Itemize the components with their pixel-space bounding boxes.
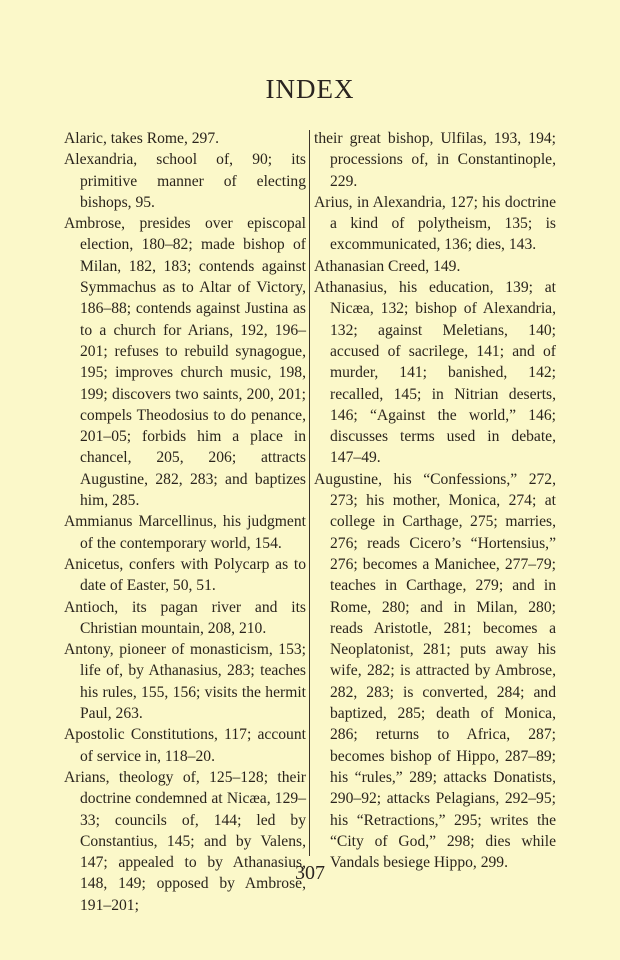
index-entry: Anicetus, confers with Polycarp as to date of Easter, 50, 51.	[64, 555, 306, 595]
index-entry: Apostolic Constitutions, 117; account of service in, 118–20.	[64, 726, 306, 765]
column-divider	[309, 130, 310, 856]
index-entry: Alaric, takes Rome, 297.	[64, 130, 220, 147]
page-title: INDEX	[265, 74, 355, 104]
index-entry: Antony, pioneer of monasticism, 153; life of, by Athanasius, 283; teaches his rules, 155, 156; visits the hermit Paul, 263.	[64, 641, 306, 723]
index-column-left	[64, 128, 306, 916]
index-entry: Alexandria, school of, 90; its primitive manner of electing bishops, 95.	[64, 151, 306, 211]
index-entry: Antioch, its pagan river and its Christian mountain, 208, 210.	[64, 598, 306, 637]
index-column-right	[314, 128, 556, 873]
index-entry: Ambrose, presides over episcopal election, 180–82; made bishop of Milan, 182, 183; contends against Symmachus as to Altar of Victory, 186–88; contends against Justina as to a church for Arians, 192, 196–201; refuses to rebuild synagogue, 195; improves church music, 198, 199; discovers two saints, 200, 201; compels Theodosius to do penance, 201–05; forbids him a place in chancel, 205, 206; attracts Augustine, 282, 283; and baptizes him, 285.	[64, 215, 306, 510]
index-entry: Ammianus Marcellinus, his judgment of the contemporary world, 154.	[64, 513, 306, 552]
index-entry: their great bishop, Ulfilas, 193, 194; processions of, in Constantinople, 229.	[314, 130, 556, 190]
index-entry: Arians, theology of, 125–128; their doctrine condemned at Nicæa, 129–33; councils of, 144; led by Constantius, 145; and by Valens, 147; appealed to by Athanasius, 148, 149; opposed by Ambrose, 191–201;	[64, 768, 306, 914]
page-number: 307	[295, 862, 325, 884]
index-entry: Arius, in Alexandria, 127; his doctrine a kind of polytheism, 135; is excommunicated, 136; dies, 143.	[314, 193, 556, 254]
index-entry: Athanasius, his education, 139; at Nicæa, 132; bishop of Alexandria, 132; against Meletians, 140; accused of sacrilege, 141; and of murder, 141; banished, 142; recalled, 145; in Nitrian deserts, 146; “Against the world,” 146; discusses terms used in debate, 147–49.	[314, 279, 556, 467]
index-entry: Athanasian Creed, 149.	[314, 257, 461, 275]
index-entry: Augustine, his “Confessions,” 272, 273; his mother, Monica, 274; at college in Carthage, 275; marries, 276; reads Cicero’s “Hortensius,” 276; becomes a Manichee, 277–79; teaches in Carthage, 279; and in Rome, 280; and in Milan, 280; reads Aristotle, 281; becomes a Neoplatonist, 281; puts away his wife, 282; is attracted by Ambrose, 282, 283; is converted, 284; and baptized, 285; death of Monica, 286; returns to Africa, 287; becomes bishop of Hippo, 287–89; his “rules,” 289; attacks Donatists, 290–92; attacks Pelagians, 292–95; his “Retractions,” 295; writes the “City of God,” 298; dies while Vandals besiege Hippo, 299.	[314, 470, 556, 872]
